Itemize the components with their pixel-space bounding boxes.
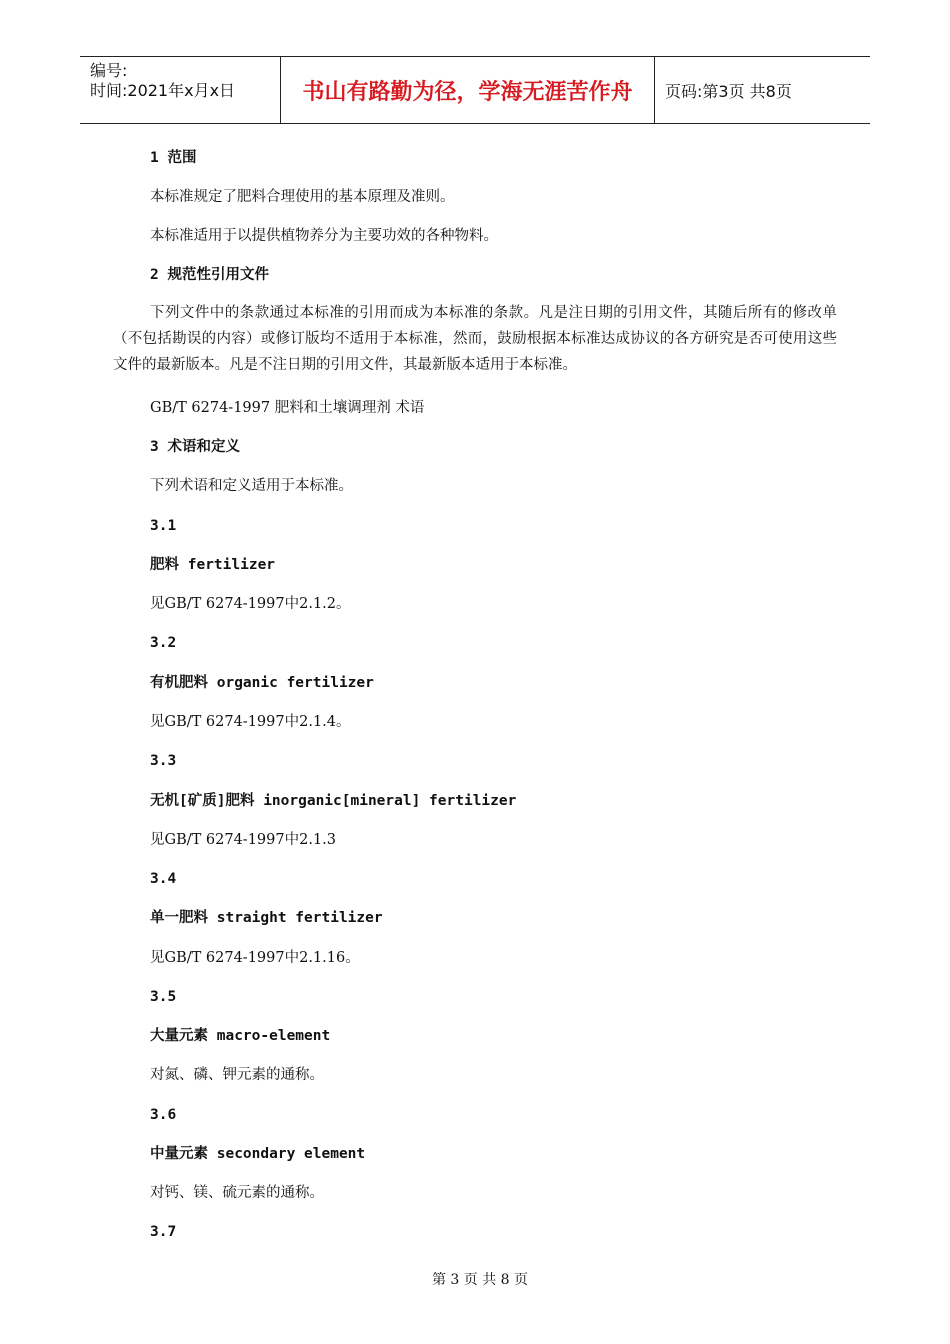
section-1-paragraph-2: 本标准适用于以提供植物养分为主要功效的各种物料。: [150, 228, 498, 244]
term-3-6-title: 中量元素 secondary element: [150, 1146, 366, 1162]
header-page-info: 页码:第3页 共8页: [665, 81, 792, 101]
term-3-2-number: 3.2: [150, 635, 177, 651]
section-3-title: 3 术语和定义: [150, 439, 240, 455]
section-1-paragraph-1: 本标准规定了肥料合理使用的基本原理及准则。: [150, 189, 455, 205]
section-1-title: 1 范围: [150, 150, 197, 166]
term-3-6-definition: 对钙、镁、硫元素的通称。: [150, 1185, 324, 1201]
term-3-4-title: 单一肥料 straight fertilizer: [150, 910, 383, 926]
page-header: [80, 56, 870, 124]
term-3-4-definition: 见GB/T 6274-1997中2.1.16。: [150, 950, 360, 966]
term-3-7-number: 3.7: [150, 1224, 177, 1240]
header-meta: [80, 57, 281, 123]
term-3-3-definition: 见GB/T 6274-1997中2.1.3: [150, 832, 337, 848]
section-3-intro: 下列术语和定义适用于本标准。: [150, 478, 353, 494]
normative-reference: GB/T 6274-1997 肥料和土壤调理剂 术语: [150, 400, 425, 416]
document-number-label: 编号:: [90, 61, 128, 80]
term-3-5-definition: 对氮、磷、钾元素的通称。: [150, 1067, 324, 1083]
term-3-5-title: 大量元素 macro-element: [150, 1028, 331, 1044]
term-3-5-number: 3.5: [150, 989, 177, 1005]
term-3-3-number: 3.3: [150, 753, 177, 769]
header-motto: 书山有路勤为径，学海无涯苦作舟: [281, 57, 655, 123]
term-3-1-definition: 见GB/T 6274-1997中2.1.2。: [150, 596, 351, 612]
section-2-paragraph: 下列文件中的条款通过本标准的引用而成为本标准的条款。凡是注日期的引用文件，其随后所有的修改单（不包括勘误的内容）或修订版均不适用于本标准，然而，鼓励根据本标准达成协议的各方研究是否可使用这些文件的最新版本。凡是不注日期的引用文件，其最新版本适用于本标准。: [113, 305, 837, 373]
section-2-title: 2 规范性引用文件: [150, 267, 269, 283]
term-3-2-title: 有机肥料 organic fertilizer: [150, 675, 374, 691]
term-3-1-title: 肥料 fertilizer: [150, 557, 276, 573]
page-footer: 第 3 页 共 8 页: [431, 1272, 529, 1288]
term-3-2-definition: 见GB/T 6274-1997中2.1.4。: [150, 714, 351, 730]
term-3-1-number: 3.1: [150, 518, 177, 534]
document-date-label: 时间:2021年x月x日: [90, 81, 236, 100]
term-3-3-title: 无机[矿质]肥料 inorganic[mineral] fertilizer: [150, 793, 517, 809]
term-3-4-number: 3.4: [150, 871, 177, 887]
term-3-6-number: 3.6: [150, 1107, 177, 1123]
